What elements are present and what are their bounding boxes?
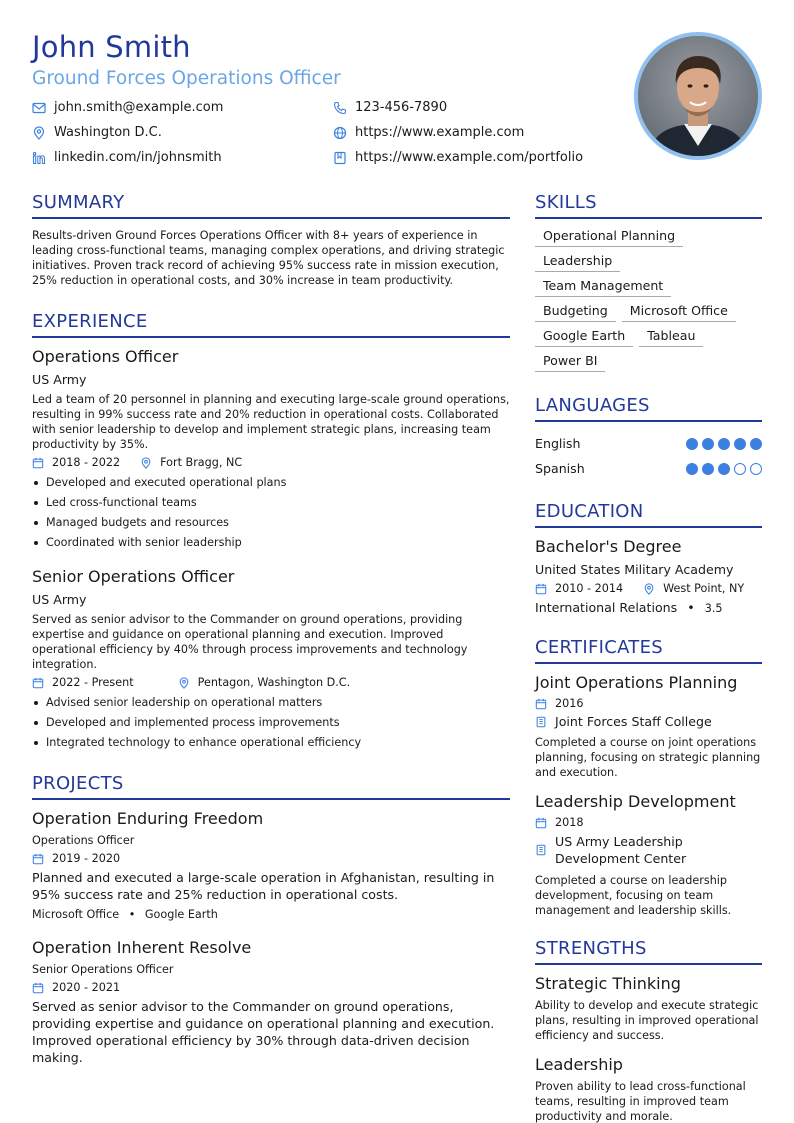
certificate-year: 2018 (555, 816, 584, 829)
calendar-icon (535, 817, 547, 829)
contact-portfolio[interactable] (333, 150, 583, 165)
job-meta (32, 676, 510, 689)
certificate-issuer: US Army Leadership Development Center (555, 834, 687, 866)
section-heading-experience: EXPERIENCE (32, 311, 510, 338)
project-role: Operations Officer (32, 834, 135, 847)
level-dot-filled (686, 463, 698, 475)
email-text: john.smith@example.com (54, 100, 224, 115)
job-title: Operations Officer (32, 347, 179, 366)
skill-tag: Budgeting (535, 303, 616, 322)
bullet-item: Coordinated with senior leadership (32, 533, 510, 553)
portfolio-text: https://www.example.com/portfolio (355, 150, 584, 165)
level-dot-filled (702, 438, 714, 450)
location-pin-icon (140, 457, 152, 469)
certificate-description: Completed a course on joint operations planning, focusing on strategic planning and execution. (535, 736, 761, 779)
skill-tag: Leadership (535, 253, 620, 272)
certificate-issuer: Joint Forces Staff College (555, 714, 712, 729)
certificate-issuer-row (535, 714, 762, 729)
bullet-item: Managed budgets and resources (32, 513, 510, 533)
school: United States Military Academy (535, 562, 734, 577)
project-dates: 2020 - 2021 (52, 981, 121, 994)
job-org: US Army (32, 372, 87, 387)
bullet-item: Developed and executed operational plans (32, 473, 510, 493)
linkedin-text: linkedin.com/in/johnsmith (54, 150, 222, 165)
section-heading-languages: LANGUAGES (535, 395, 762, 422)
projects-section (32, 773, 510, 1066)
building-icon (535, 716, 547, 728)
level-dot-filled (750, 438, 762, 450)
experience-item (32, 567, 510, 753)
section-heading-skills: SKILLS (535, 192, 762, 219)
calendar-icon (32, 853, 44, 865)
left-column (32, 192, 510, 1066)
job-location: Pentagon, Washington D.C. (197, 676, 351, 689)
skill-tag: Team Management (535, 278, 671, 297)
tool-item: Google Earth (144, 908, 218, 921)
certificate-item (535, 673, 762, 780)
certificate-item (535, 792, 762, 918)
right-column (535, 192, 762, 1123)
contact-email[interactable] (32, 100, 223, 115)
skills-section (535, 192, 762, 378)
certificate-issuer-row (535, 833, 762, 867)
education-meta (535, 582, 762, 595)
job-title: Senior Operations Officer (32, 567, 235, 586)
skill-tag: Tableau (639, 328, 703, 347)
language-name: Spanish (535, 461, 585, 476)
field-of-study: International Relations (535, 600, 678, 615)
building-icon (535, 844, 547, 856)
profile-photo (638, 36, 758, 156)
certificate-year-row (535, 697, 762, 710)
job-dates: 2018 - 2022 (52, 456, 121, 469)
skill-tag: Google Earth (535, 328, 633, 347)
separator-dot: • (128, 908, 136, 921)
job-dates: 2022 - Present (52, 676, 134, 689)
strength-description: Proven ability to lead cross-functional teams, resulting in improved team productivity and morale. (535, 1080, 746, 1123)
calendar-icon (32, 457, 44, 469)
person-name: John Smith (32, 30, 191, 64)
skill-tag: Power BI (535, 353, 605, 372)
skills-list (535, 228, 762, 378)
language-level (682, 463, 762, 475)
bullet-item: Developed and implemented process improvements (32, 713, 510, 733)
certificate-year: 2016 (555, 697, 584, 710)
project-tools (32, 907, 510, 922)
education-field-row (535, 599, 762, 617)
phone-icon (333, 101, 347, 115)
strength-title: Leadership (535, 1055, 623, 1074)
contact-website[interactable] (333, 125, 524, 140)
calendar-icon (535, 698, 547, 710)
skill-tag: Operational Planning (535, 228, 683, 247)
tool-item: Microsoft Office (32, 908, 120, 921)
summary-section (32, 192, 510, 288)
strength-item (535, 974, 762, 1043)
section-heading-projects: PROJECTS (32, 773, 510, 800)
strength-description: Ability to develop and execute strategic plans, resulting in improved operational efficiency and success. (535, 999, 759, 1042)
level-dot-filled (718, 463, 730, 475)
strength-item (535, 1055, 762, 1123)
phone-text: 123-456-7890 (355, 100, 448, 115)
location-text: Washington D.C. (54, 125, 162, 140)
section-heading-education: EDUCATION (535, 501, 762, 528)
contact-location (32, 125, 162, 140)
job-org: US Army (32, 592, 87, 607)
language-level (682, 438, 762, 450)
certificate-title: Leadership Development (535, 792, 736, 811)
calendar-icon (32, 677, 44, 689)
experience-section (32, 311, 510, 753)
bullet-item: Led cross-functional teams (32, 493, 510, 513)
location-pin-icon (32, 126, 46, 140)
project-description: Planned and executed a large-scale operation in Afghanistan, resulting in 95% success rate and 25% reduction in operational costs. (32, 870, 495, 902)
job-description: Served as senior advisor to the Commander on ground operations, providing expertise and guidance on operational planning and execution. Improved operational efficiency by 40% through process improvements and technology integration. (32, 613, 468, 671)
language-name: English (535, 436, 581, 451)
mail-icon (32, 101, 46, 115)
education-section (535, 501, 762, 617)
job-description: Led a team of 20 personnel in planning and executing large-scale ground operations, resulting in 99% success rate and 20% reduction in operational costs. Collaborated with senior leadership to develop and implement strategic plans, increasing team productivity by 35%. (32, 393, 510, 451)
section-heading-strengths: STRENGTHS (535, 938, 762, 965)
globe-icon (333, 126, 347, 140)
section-heading-summary: SUMMARY (32, 192, 510, 219)
project-title: Operation Inherent Resolve (32, 938, 252, 957)
project-title: Operation Enduring Freedom (32, 809, 264, 828)
certificate-title: Joint Operations Planning (535, 673, 738, 692)
section-heading-certificates: CERTIFICATES (535, 637, 762, 664)
job-bullets (32, 473, 510, 553)
job-bullets (32, 693, 510, 753)
skill-tag: Microsoft Office (622, 303, 736, 322)
bullet-item: Integrated technology to enhance operational efficiency (32, 733, 510, 753)
strength-title: Strategic Thinking (535, 974, 681, 993)
project-role: Senior Operations Officer (32, 963, 174, 976)
summary-text: Results-driven Ground Forces Operations Officer with 8+ years of experience in leading cross-functional teams, managing complex operations, and driving strategic initiatives. Proven track record of achieving 95% success rate in mission execution, 25% reduction in operational costs, and 30% increase in team productivity. (32, 229, 505, 287)
certificates-section (535, 637, 762, 918)
person-title: Ground Forces Operations Officer (32, 68, 341, 89)
contact-phone[interactable] (333, 100, 447, 115)
languages-section (535, 395, 762, 481)
language-row (535, 431, 762, 456)
certificate-description: Completed a course on leadership development, focusing on team management and leadership skills. (535, 874, 732, 917)
bookmark-icon (333, 151, 347, 165)
location-pin-icon (643, 583, 655, 595)
education-dates: 2010 - 2014 (555, 582, 624, 595)
strengths-section (535, 938, 762, 1123)
level-dot-filled (702, 463, 714, 475)
website-text: https://www.example.com (355, 125, 525, 140)
level-dot-filled (734, 438, 746, 450)
level-dot-filled (686, 438, 698, 450)
separator-dot: • (687, 600, 695, 615)
project-meta (32, 981, 510, 994)
level-dot-empty (750, 463, 762, 475)
project-meta (32, 852, 510, 865)
bullet-item: Advised senior leadership on operational matters (32, 693, 510, 713)
gpa: 3.5 (704, 602, 723, 615)
calendar-icon (535, 583, 547, 595)
language-row (535, 456, 762, 481)
education-location: West Point, NY (663, 582, 745, 595)
job-location: Fort Bragg, NC (160, 456, 243, 469)
project-description: Served as senior advisor to the Commander on ground operations, providing expertise and guidance on operational planning and execution. Improved operational efficiency by 30% through data-driven decision making. (32, 999, 495, 1065)
calendar-icon (32, 982, 44, 994)
contact-linkedin[interactable] (32, 150, 222, 165)
level-dot-empty (734, 463, 746, 475)
level-dot-filled (718, 438, 730, 450)
linkedin-icon (32, 151, 46, 165)
project-item (32, 809, 510, 922)
project-dates: 2019 - 2020 (52, 852, 121, 865)
avatar (634, 32, 762, 160)
location-pin-icon (178, 677, 190, 689)
degree: Bachelor's Degree (535, 537, 682, 556)
certificate-year-row (535, 816, 762, 829)
project-item (32, 938, 510, 1066)
job-meta (32, 456, 510, 469)
experience-item (32, 347, 510, 553)
